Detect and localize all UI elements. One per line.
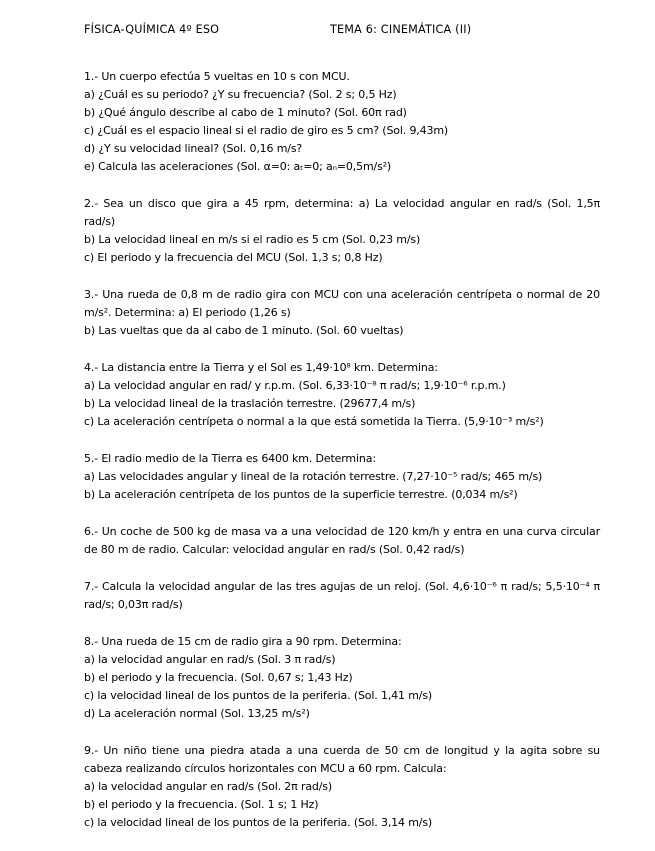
problem-3 <box>84 286 600 340</box>
problem-6-line-2: de 80 m de radio. Calcular: velocidad angular en rad/s (Sol. 0,42 rad/s) <box>84 543 465 556</box>
problem-8-line-5: d) La aceleración normal (Sol. 13,25 m/s²) <box>84 707 310 720</box>
problem-8 <box>84 633 600 723</box>
header-subject: FÍSICA-QUÍMICA 4º ESO <box>84 23 220 36</box>
problem-8-line-4: c) la velocidad lineal de los puntos de la periferia. (Sol. 1,41 m/s) <box>84 689 433 702</box>
header-topic: TEMA 6: CINEMÁTICA (II) <box>330 23 472 36</box>
problem-5-line-1: 5.- El radio medio de la Tierra es 6400 km. Determina: <box>84 452 376 465</box>
problem-7-line-2: rad/s; 0,03π rad/s) <box>84 598 183 611</box>
page-header <box>84 20 600 40</box>
problem-3-line-1: 3.- Una rueda de 0,8 m de radio gira con MCU con una aceleración centrípeta o normal de 20 <box>84 288 600 301</box>
problem-1-line-6: e) Calcula las aceleraciones (Sol. α=0: aₜ=0; aₙ=0,5m/s²) <box>84 160 392 173</box>
problem-8-line-2: a) la velocidad angular en rad/s (Sol. 3 π rad/s) <box>84 653 336 666</box>
problem-4 <box>84 359 600 431</box>
problem-9-line-3: a) la velocidad angular en rad/s (Sol. 2π rad/s) <box>84 780 333 793</box>
problem-3-line-3: b) Las vueltas que da al cabo de 1 minuto. (Sol. 60 vueltas) <box>84 324 404 337</box>
problem-5-line-2: a) Las velocidades angular y lineal de la rotación terrestre. (7,27·10⁻⁵ rad/s; 465 m/s) <box>84 470 543 483</box>
problem-5 <box>84 450 600 504</box>
problem-4-line-2: a) La velocidad angular en rad/ y r.p.m. (Sol. 6,33·10⁻⁸ π rad/s; 1,9·10⁻⁶ r.p.m.) <box>84 379 506 392</box>
problem-2-line-3: b) La velocidad lineal en m/s si el radio es 5 cm (Sol. 0,23 m/s) <box>84 233 421 246</box>
problem-1-line-3: b) ¿Qué ángulo describe al cabo de 1 minuto? (Sol. 60π rad) <box>84 106 407 119</box>
problem-9 <box>84 742 600 832</box>
problem-list <box>84 68 600 851</box>
problem-2 <box>84 195 600 267</box>
problem-1 <box>84 68 600 176</box>
problem-4-line-4: c) La aceleración centrípeta o normal a la que está sometida la Tierra. (5,9·10⁻³ m/s²) <box>84 415 544 428</box>
problem-7 <box>84 578 600 614</box>
problem-9-line-1: 9.- Un niño tiene una piedra atada a una cuerda de 50 cm de longitud y la agita sobre su <box>84 744 600 757</box>
problem-2-line-2: rad/s) <box>84 215 116 228</box>
problem-4-line-1: 4.- La distancia entre la Tierra y el Sol es 1,49·10⁸ km. Determina: <box>84 361 438 374</box>
problem-9-line-2: cabeza realizando círculos horizontales con MCU a 60 rpm. Calcula: <box>84 762 447 775</box>
worksheet-page <box>84 20 600 829</box>
problem-6-line-1: 6.- Un coche de 500 kg de masa va a una velocidad de 120 km/h y entra en una curva circular <box>84 525 600 538</box>
problem-2-line-4: c) El periodo y la frecuencia del MCU (Sol. 1,3 s; 0,8 Hz) <box>84 251 383 264</box>
problem-1-line-4: c) ¿Cuál es el espacio lineal si el radio de giro es 5 cm? (Sol. 9,43m) <box>84 124 449 137</box>
problem-7-line-1: 7.- Calcula la velocidad angular de las tres agujas de un reloj. (Sol. 4,6·10⁻⁶ π rad/s; 5,5·10⁻⁴ π <box>84 580 600 593</box>
problem-6 <box>84 523 600 559</box>
problem-5-line-3: b) La aceleración centrípeta de los puntos de la superficie terrestre. (0,034 m/s²) <box>84 488 518 501</box>
problem-9-line-5: c) la velocidad lineal de los puntos de la periferia. (Sol. 3,14 m/s) <box>84 816 433 829</box>
problem-8-line-3: b) el periodo y la frecuencia. (Sol. 0,67 s; 1,43 Hz) <box>84 671 353 684</box>
problem-1-line-2: a) ¿Cuál es su periodo? ¿Y su frecuencia? (Sol. 2 s; 0,5 Hz) <box>84 88 397 101</box>
problem-9-line-4: b) el periodo y la frecuencia. (Sol. 1 s; 1 Hz) <box>84 798 319 811</box>
problem-8-line-1: 8.- Una rueda de 15 cm de radio gira a 90 rpm. Determina: <box>84 635 402 648</box>
problem-2-line-1: 2.- Sea un disco que gira a 45 rpm, determina: a) La velocidad angular en rad/s (Sol. 1,5π <box>84 197 600 210</box>
problem-1-line-5: d) ¿Y su velocidad lineal? (Sol. 0,16 m/s? <box>84 142 303 155</box>
problem-3-line-2: m/s². Determina: a) El periodo (1,26 s) <box>84 306 291 319</box>
problem-1-line-1: 1.- Un cuerpo efectúa 5 vueltas en 10 s con MCU. <box>84 70 350 83</box>
problem-4-line-3: b) La velocidad lineal de la traslación terrestre. (29677,4 m/s) <box>84 397 416 410</box>
